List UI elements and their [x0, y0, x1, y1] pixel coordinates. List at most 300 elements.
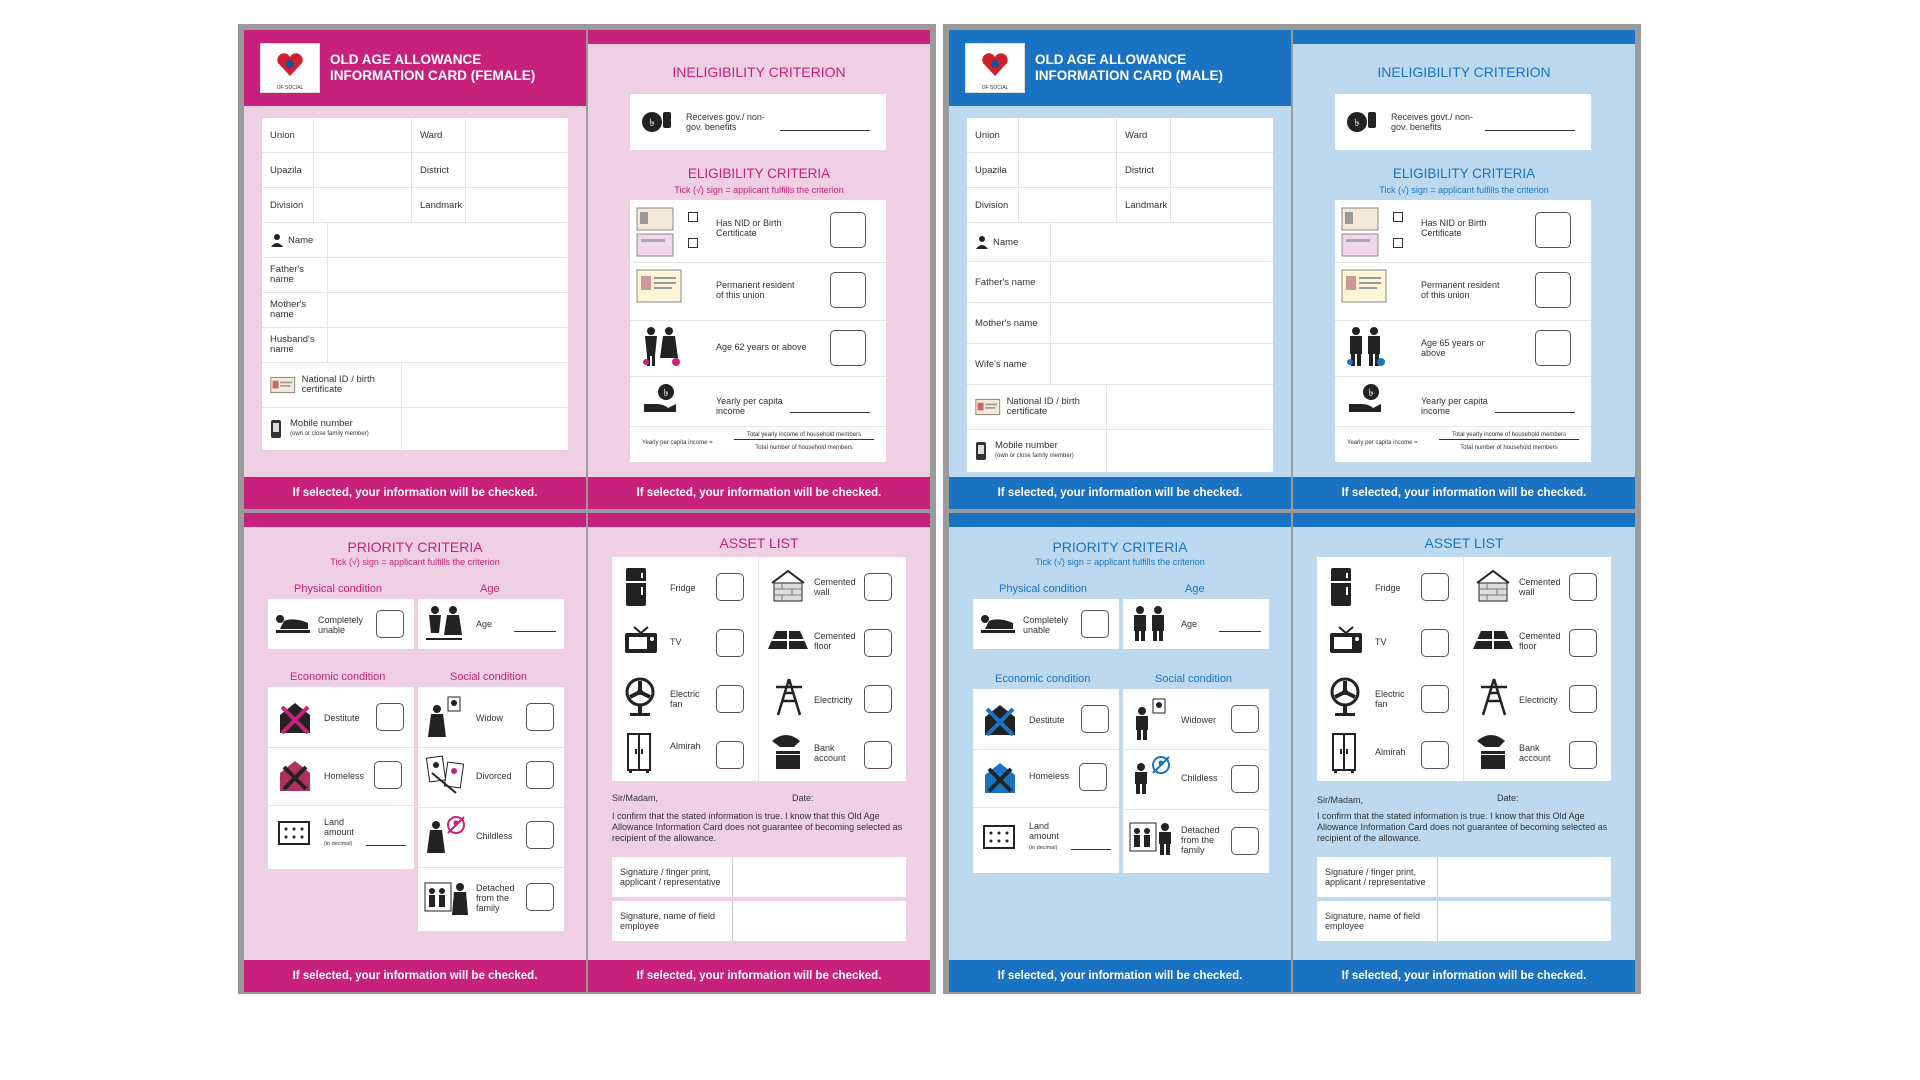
widow-checkbox[interactable]: [526, 703, 554, 731]
divider: [418, 867, 564, 868]
tv-icon: [624, 625, 658, 655]
tick-note: Tick (√) sign = applicant fulfills the criterion: [1035, 557, 1205, 567]
land-line[interactable]: [1071, 849, 1111, 850]
destitute-checkbox[interactable]: [376, 703, 404, 731]
card-title: OLD AGE ALLOWANCE INFORMATION CARD (FEMALE): [330, 52, 536, 83]
floor-checkbox[interactable]: [864, 629, 892, 657]
homeless-icon: [981, 759, 1019, 797]
asset-floor-label: Cemented floor: [1519, 631, 1561, 651]
age-row: [1123, 599, 1269, 649]
age-label: Age: [476, 619, 493, 629]
homeless-icon: [276, 757, 314, 795]
electric-fan-icon: [624, 677, 656, 717]
signature-employee-field[interactable]: [1437, 901, 1612, 941]
divider: [1123, 749, 1269, 750]
benefits-row: [630, 94, 886, 150]
fridge-icon: [1329, 567, 1353, 607]
detached-checkbox[interactable]: [1231, 827, 1259, 855]
signature-employee-label: Signature, name of field employee: [620, 911, 716, 931]
bedridden-icon: [274, 613, 310, 635]
nid-checkbox[interactable]: [830, 212, 866, 248]
asset-electricity-label: Electricity: [1519, 695, 1558, 705]
tv-checkbox[interactable]: [716, 629, 744, 657]
card-title: OLD AGE ALLOWANCE INFORMATION CARD (MALE): [1035, 52, 1223, 83]
resident-criterion-label: Permanent resident of this union: [1421, 280, 1500, 300]
union-field[interactable]: [314, 118, 412, 152]
signature-applicant-label: Signature / finger print, applicant / representative: [1325, 867, 1426, 887]
asset-fan-label: Electric fan: [1375, 689, 1405, 709]
logo-caption: OF SOCIAL: [981, 85, 1009, 91]
bottom-bar: If selected, your information will be checked.: [1293, 477, 1635, 509]
formula-top: Total yearly income of household members: [1439, 432, 1579, 440]
age-label: Age: [1181, 619, 1198, 629]
destitute-icon: [981, 701, 1019, 739]
age-checkbox[interactable]: [830, 330, 866, 366]
nid-criterion-label: Has NID or Birth Certificate: [716, 218, 782, 238]
income-criterion-label: Yearly per capita income: [1421, 396, 1488, 416]
upazila-field[interactable]: [314, 153, 412, 187]
benefits-label: Receives govt./ non-gov. benefits: [1391, 112, 1474, 132]
economic-heading: Economic condition: [290, 671, 386, 683]
unable-label: Completely unable: [1023, 615, 1069, 635]
land-text: Land amount: [1029, 821, 1060, 841]
nid-card-icon: [636, 206, 676, 258]
mother-field[interactable]: [1051, 303, 1273, 343]
fan-checkbox[interactable]: [1421, 685, 1449, 713]
tick-note: Tick (√) sign = applicant fulfills the criterion: [674, 185, 844, 195]
male-asset-panel: [1293, 513, 1635, 992]
widower-icon: [1131, 697, 1167, 741]
childless-icon: [1131, 755, 1171, 795]
formula-bottom: Total number of household members: [1460, 445, 1558, 451]
landmark-label: Landmark: [1117, 188, 1171, 222]
asset-wall-label: Cemented wall: [814, 577, 856, 597]
land-plot-icon: [983, 825, 1015, 849]
logo-caption: OF SOCIAL: [276, 85, 304, 91]
detached-family-icon: [424, 877, 468, 917]
income-line[interactable]: [790, 412, 870, 413]
nid-small-checkbox[interactable]: [1393, 212, 1403, 222]
name-label: [967, 223, 1051, 261]
unable-label: Completely unable: [318, 615, 364, 635]
top-strip: [588, 30, 930, 44]
division-label: Division: [967, 188, 1019, 222]
elderly-couple-icon: [640, 326, 680, 368]
svg-text:৳: ৳: [1368, 388, 1374, 399]
childless-checkbox[interactable]: [526, 821, 554, 849]
bank-checkbox[interactable]: [1569, 741, 1597, 769]
bank-checkbox[interactable]: [864, 741, 892, 769]
signature-applicant-field[interactable]: [1437, 857, 1612, 897]
floor-checkbox[interactable]: [1569, 629, 1597, 657]
divider: [1463, 557, 1464, 781]
unable-checkbox[interactable]: [376, 610, 404, 638]
id-card-icon: [975, 397, 1001, 417]
elderly-men-icon: [1345, 326, 1385, 368]
mobile-field[interactable]: [1107, 430, 1273, 472]
cemented-wall-icon: [1475, 569, 1511, 603]
division-field[interactable]: [314, 188, 412, 222]
divider: [418, 747, 564, 748]
date-label: Date:: [792, 793, 814, 803]
person-icon: [270, 233, 284, 247]
wife-label: Wife's name: [967, 344, 1051, 384]
priority-title: PRIORITY CRITERIA: [1052, 539, 1188, 555]
name-field[interactable]: [1051, 223, 1273, 261]
widower-checkbox[interactable]: [1231, 705, 1259, 733]
land-plot-icon: [278, 821, 310, 845]
husband-field[interactable]: [328, 328, 568, 362]
economic-list: [973, 689, 1119, 873]
ineligibility-title: INELIGIBILITY CRITERION: [672, 64, 846, 80]
nid-small-checkbox[interactable]: [688, 212, 698, 222]
landmark-label: Landmark: [412, 188, 466, 222]
wife-field[interactable]: [1051, 344, 1273, 384]
asset-fan-label: Electric fan: [670, 689, 700, 709]
divider: [630, 376, 886, 377]
formula-top: Total yearly income of household members: [734, 432, 874, 440]
mobile-text: Mobile number: [995, 440, 1058, 451]
asset-fridge-label: Fridge: [1375, 583, 1401, 593]
tv-checkbox[interactable]: [1421, 629, 1449, 657]
unable-checkbox[interactable]: [1081, 610, 1109, 638]
age-line[interactable]: [514, 631, 556, 632]
upazila-field[interactable]: [1019, 153, 1117, 187]
divider: [630, 320, 886, 321]
asset-title: ASSET LIST: [719, 535, 799, 551]
tv-icon: [1329, 625, 1363, 655]
bottom-bar: If selected, your information will be checked.: [244, 477, 586, 509]
economic-heading: Economic condition: [995, 673, 1091, 685]
female-card-sheet: [238, 24, 936, 994]
unable-row: [973, 599, 1119, 649]
person-icon: [975, 235, 989, 249]
mother-label: Mother's name: [967, 303, 1051, 343]
benefits-label: Receives gov./ non-gov. benefits: [686, 112, 765, 132]
ward-label: Ward: [412, 118, 466, 152]
mobile-text: Mobile number: [290, 418, 353, 429]
divider: [268, 747, 414, 748]
fridge-checkbox[interactable]: [716, 573, 744, 601]
top-strip: [244, 513, 586, 527]
asset-tv-label: TV: [670, 637, 682, 647]
bottom-bar: If selected, your information will be checked.: [949, 960, 1291, 992]
childless-label: Childless: [1181, 773, 1218, 783]
nid-text: National ID / birth certificate: [301, 374, 375, 395]
detached-family-icon: [1129, 817, 1173, 857]
district-field[interactable]: [466, 153, 568, 187]
income-hand-coin-icon: [642, 382, 678, 416]
bank-account-icon: [770, 731, 806, 771]
info-form: [967, 118, 1273, 472]
nid-field[interactable]: [1107, 385, 1273, 429]
homeless-checkbox[interactable]: [374, 761, 402, 789]
divorced-icon: [426, 755, 466, 797]
divorced-checkbox[interactable]: [526, 761, 554, 789]
almirah-checkbox[interactable]: [1421, 741, 1449, 769]
mobile-phone-icon: [975, 441, 987, 461]
economic-list: [268, 687, 414, 869]
electricity-tower-icon: [774, 677, 804, 717]
mobile-note: (own or close family member): [995, 453, 1074, 459]
name-label: [262, 223, 328, 257]
widow-icon: [426, 695, 462, 739]
cemented-wall-icon: [770, 569, 806, 603]
asset-almirah-label: Almirah: [1375, 747, 1406, 757]
ministry-logo: [260, 43, 320, 93]
ward-field[interactable]: [1171, 118, 1273, 152]
asset-wall-label: Cemented wall: [1519, 577, 1561, 597]
physical-heading: Physical condition: [999, 583, 1088, 595]
top-strip: [1293, 513, 1635, 527]
social-heading: Social condition: [450, 671, 528, 683]
landmark-field[interactable]: [466, 188, 568, 222]
nid-card-icon: [1341, 206, 1381, 258]
destitute-label: Destitute: [1029, 715, 1065, 725]
birth-cert-small-checkbox[interactable]: [1393, 238, 1403, 248]
divider: [1123, 809, 1269, 810]
tick-note: Tick (√) sign = applicant fulfills the criterion: [1379, 185, 1549, 195]
divider: [973, 749, 1119, 750]
division-label: Division: [262, 188, 314, 222]
resident-checkbox[interactable]: [830, 272, 866, 308]
age-criterion-label: Age 62 years or above: [716, 342, 807, 352]
divider: [1335, 262, 1591, 263]
svg-text:৳: ৳: [649, 118, 655, 129]
elderly-men-icon: [1129, 605, 1169, 643]
age-heading: Age: [480, 583, 500, 595]
cemented-floor-icon: [1473, 629, 1513, 651]
mobile-note: (own or close family member): [290, 431, 369, 437]
divider: [630, 262, 886, 263]
divider: [1335, 376, 1591, 377]
male-eligibility-panel: [1293, 30, 1635, 509]
asset-bank-label: Bank account: [1519, 743, 1551, 763]
asset-floor-label: Cemented floor: [814, 631, 856, 651]
homeless-checkbox[interactable]: [1079, 763, 1107, 791]
wall-checkbox[interactable]: [1569, 573, 1597, 601]
land-line[interactable]: [366, 845, 406, 846]
divider: [973, 807, 1119, 808]
priority-title: PRIORITY CRITERIA: [347, 539, 483, 555]
land-text: Land amount: [324, 817, 355, 837]
svg-text:৳: ৳: [1354, 118, 1360, 129]
declaration-text: I confirm that the stated information is true. I know that this Old Age Allowance Information Card does not guarantee of becoming selected as recipient of the allowance.: [612, 811, 903, 843]
heart-logo-icon: [981, 53, 1009, 77]
fridge-checkbox[interactable]: [1421, 573, 1449, 601]
signature-box: [1317, 857, 1611, 941]
detached-label: Detached from the family: [476, 883, 515, 913]
nid-label: [262, 363, 402, 407]
divider: [268, 805, 414, 806]
landmark-field[interactable]: [1171, 188, 1273, 222]
divider: [1335, 320, 1591, 321]
division-field[interactable]: [1019, 188, 1117, 222]
eligibility-title: ELIGIBILITY CRITERIA: [1392, 166, 1536, 181]
father-field[interactable]: [328, 258, 568, 292]
ward-field[interactable]: [466, 118, 568, 152]
female-info-panel: [244, 30, 586, 509]
eligibility-list: [630, 200, 886, 462]
father-field[interactable]: [1051, 262, 1273, 302]
asset-list: [1317, 557, 1611, 781]
ineligibility-title: INELIGIBILITY CRITERION: [1377, 64, 1551, 80]
social-heading: Social condition: [1155, 673, 1233, 685]
ward-label: Ward: [1117, 118, 1171, 152]
divider: [418, 807, 564, 808]
divider: [1335, 426, 1591, 427]
female-eligibility-panel: [588, 30, 930, 509]
asset-list: [612, 557, 906, 781]
signature-applicant-label: Signature / finger print, applicant / representative: [620, 867, 721, 887]
union-label: Union: [967, 118, 1019, 152]
signature-applicant-field[interactable]: [732, 857, 907, 897]
social-list: [418, 687, 564, 931]
id-card-icon: [270, 375, 296, 395]
mother-label: Mother's name: [262, 293, 328, 327]
salutation: Sir/Madam,: [1317, 795, 1364, 805]
fan-checkbox[interactable]: [716, 685, 744, 713]
destitute-label: Destitute: [324, 713, 360, 723]
asset-tv-label: TV: [1375, 637, 1387, 647]
nid-criterion-label: Has NID or Birth Certificate: [1421, 218, 1487, 238]
resident-criterion-label: Permanent resident of this union: [716, 280, 795, 300]
social-list: [1123, 689, 1269, 873]
union-label: Union: [262, 118, 314, 152]
resident-checkbox[interactable]: [1535, 272, 1571, 308]
income-line[interactable]: [1495, 412, 1575, 413]
electricity-tower-icon: [1479, 677, 1509, 717]
date-label: Date:: [1497, 793, 1519, 803]
male-card-sheet: [943, 24, 1641, 994]
land-label: [1029, 821, 1073, 853]
childless-checkbox[interactable]: [1231, 765, 1259, 793]
nid-field[interactable]: [402, 363, 568, 407]
land-note: (in decimal): [1029, 845, 1058, 851]
union-field[interactable]: [1019, 118, 1117, 152]
benefits-line[interactable]: [1485, 130, 1575, 131]
father-label: Father's name: [967, 262, 1051, 302]
asset-electricity-label: Electricity: [814, 695, 853, 705]
land-note: (in decimal): [324, 841, 353, 847]
age-criterion-label: Age 65 years or above: [1421, 338, 1485, 358]
bank-account-icon: [1475, 731, 1511, 771]
widower-label: Widower: [1181, 715, 1217, 725]
destitute-icon: [276, 699, 314, 737]
name-text: Name: [993, 236, 1019, 248]
asset-fridge-label: Fridge: [670, 583, 696, 593]
asset-almirah-label: Almirah: [670, 741, 701, 751]
card-header: [949, 30, 1291, 106]
district-field[interactable]: [1171, 153, 1273, 187]
almirah-checkbox[interactable]: [716, 741, 744, 769]
detached-checkbox[interactable]: [526, 883, 554, 911]
svg-text:৳: ৳: [663, 388, 669, 399]
elderly-couple-icon: [424, 605, 464, 643]
benefits-line[interactable]: [780, 130, 870, 131]
benefits-row: [1335, 94, 1591, 150]
declaration-text: I confirm that the stated information is true. I know that this Old Age Allowance Information Card does not guarantee of becoming selected as recipient of the allowance.: [1317, 811, 1608, 843]
female-asset-panel: [588, 513, 930, 992]
age-heading: Age: [1185, 583, 1205, 595]
detached-label: Detached from the family: [1181, 825, 1220, 855]
cemented-floor-icon: [768, 629, 808, 651]
eligibility-title: ELIGIBILITY CRITERIA: [687, 166, 831, 181]
nid-checkbox[interactable]: [1535, 212, 1571, 248]
income-hand-coin-icon: [1347, 382, 1383, 416]
name-field[interactable]: [328, 223, 568, 257]
electricity-checkbox[interactable]: [1569, 685, 1597, 713]
fridge-icon: [624, 567, 648, 607]
mobile-phone-icon: [270, 419, 282, 439]
male-priority-panel: [949, 513, 1291, 992]
electric-fan-icon: [1329, 677, 1361, 717]
almirah-icon: [1331, 733, 1357, 773]
destitute-checkbox[interactable]: [1081, 705, 1109, 733]
nid-label: [967, 385, 1107, 429]
homeless-label: Homeless: [1029, 771, 1070, 781]
widow-label: Widow: [476, 713, 504, 723]
birth-cert-small-checkbox[interactable]: [688, 238, 698, 248]
upazila-label: Upazila: [262, 153, 314, 187]
mother-field[interactable]: [328, 293, 568, 327]
top-strip: [1293, 30, 1635, 44]
bottom-bar: If selected, your information will be checked.: [949, 477, 1291, 509]
electricity-checkbox[interactable]: [864, 685, 892, 713]
signature-employee-label: Signature, name of field employee: [1325, 911, 1421, 931]
almirah-icon: [626, 733, 652, 773]
district-label: District: [412, 153, 466, 187]
age-row: [418, 599, 564, 649]
district-label: District: [1117, 153, 1171, 187]
top-strip: [949, 513, 1291, 527]
bottom-bar: If selected, your information will be checked.: [244, 960, 586, 992]
formula-left: Yearly per capita income =: [1347, 440, 1418, 446]
asset-title: ASSET LIST: [1424, 535, 1504, 551]
signature-box: [612, 857, 906, 941]
divider: [758, 557, 759, 781]
formula-bottom: Total number of household members: [755, 445, 853, 451]
mobile-label: [967, 430, 1107, 472]
homeless-label: Homeless: [324, 771, 365, 781]
tick-note: Tick (√) sign = applicant fulfills the criterion: [330, 557, 500, 567]
bottom-bar: If selected, your information will be checked.: [588, 477, 930, 509]
info-form: [262, 118, 568, 450]
age-line[interactable]: [1219, 631, 1261, 632]
father-label: Father's name: [262, 258, 328, 292]
divorced-label: Divorced: [476, 771, 512, 781]
top-strip: [588, 513, 930, 527]
bottom-bar: If selected, your information will be checked.: [588, 960, 930, 992]
female-priority-panel: [244, 513, 586, 992]
card-header: [244, 30, 586, 106]
mobile-field[interactable]: [402, 408, 568, 450]
bottom-bar: If selected, your information will be checked.: [1293, 960, 1635, 992]
asset-bank-label: Bank account: [814, 743, 846, 763]
signature-employee-field[interactable]: [732, 901, 907, 941]
upazila-label: Upazila: [967, 153, 1019, 187]
name-text: Name: [288, 234, 314, 246]
age-checkbox[interactable]: [1535, 330, 1571, 366]
divider: [630, 426, 886, 427]
male-info-panel: [949, 30, 1291, 509]
childless-label: Childless: [476, 831, 513, 841]
income-criterion-label: Yearly per capita income: [716, 396, 783, 416]
bedridden-icon: [979, 613, 1015, 635]
land-label: [324, 817, 368, 849]
eligibility-list: [1335, 200, 1591, 462]
wall-checkbox[interactable]: [864, 573, 892, 601]
